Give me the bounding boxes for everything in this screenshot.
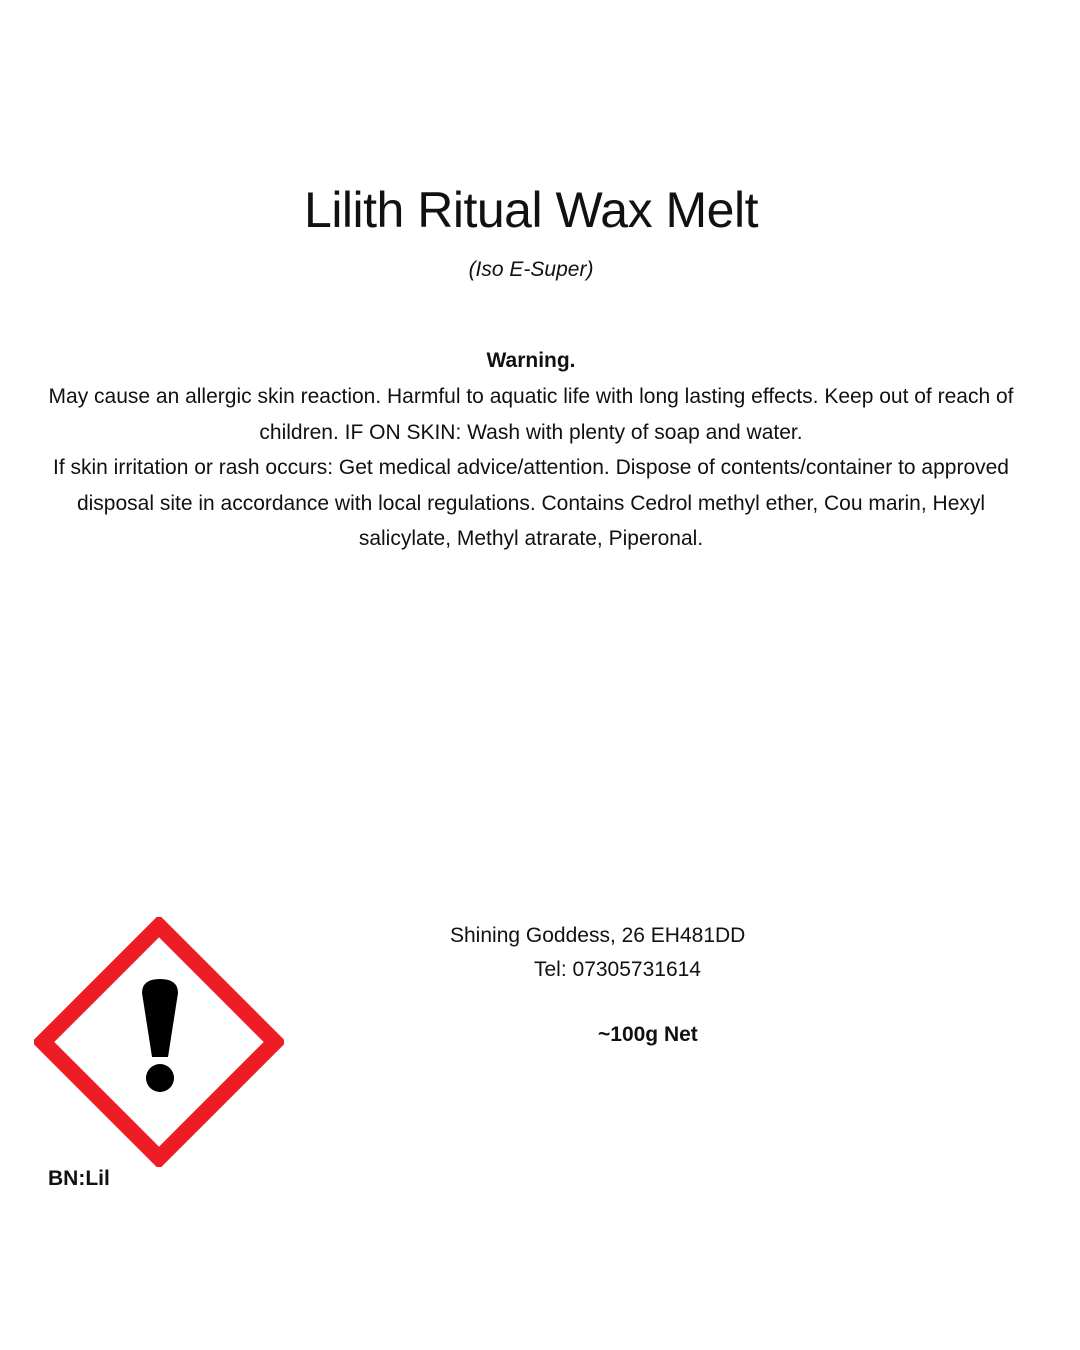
company-telephone: Tel: 07305731614	[534, 958, 701, 981]
exclamation-mark-hazard-icon	[34, 917, 284, 1167]
net-weight: ~100g Net	[598, 1023, 698, 1046]
warning-paragraph-2: If skin irritation or rash occurs: Get medical advice/attention. Dispose of contents/container to approved disposal site in accordance with local regulations. Contains Cedrol methyl ether, Cou marin, Hexyl salicylate, Methyl atrarate, Piperonal.	[53, 456, 1009, 550]
batch-number: BN:Lil	[48, 1167, 110, 1190]
warning-heading: Warning.	[486, 349, 576, 372]
product-subtitle: (Iso E-Super)	[468, 258, 594, 281]
warning-text	[30, 379, 1032, 557]
product-title: Lilith Ritual Wax Melt	[304, 182, 758, 238]
warning-paragraph-1: May cause an allergic skin reaction. Harmful to aquatic life with long lasting effects. Keep out of reach of children. IF ON SKIN: Wash with plenty of soap and water.	[48, 385, 1014, 444]
company-address: Shining Goddess, 26 EH481DD	[450, 924, 746, 947]
exclamation-dot	[146, 1064, 174, 1092]
